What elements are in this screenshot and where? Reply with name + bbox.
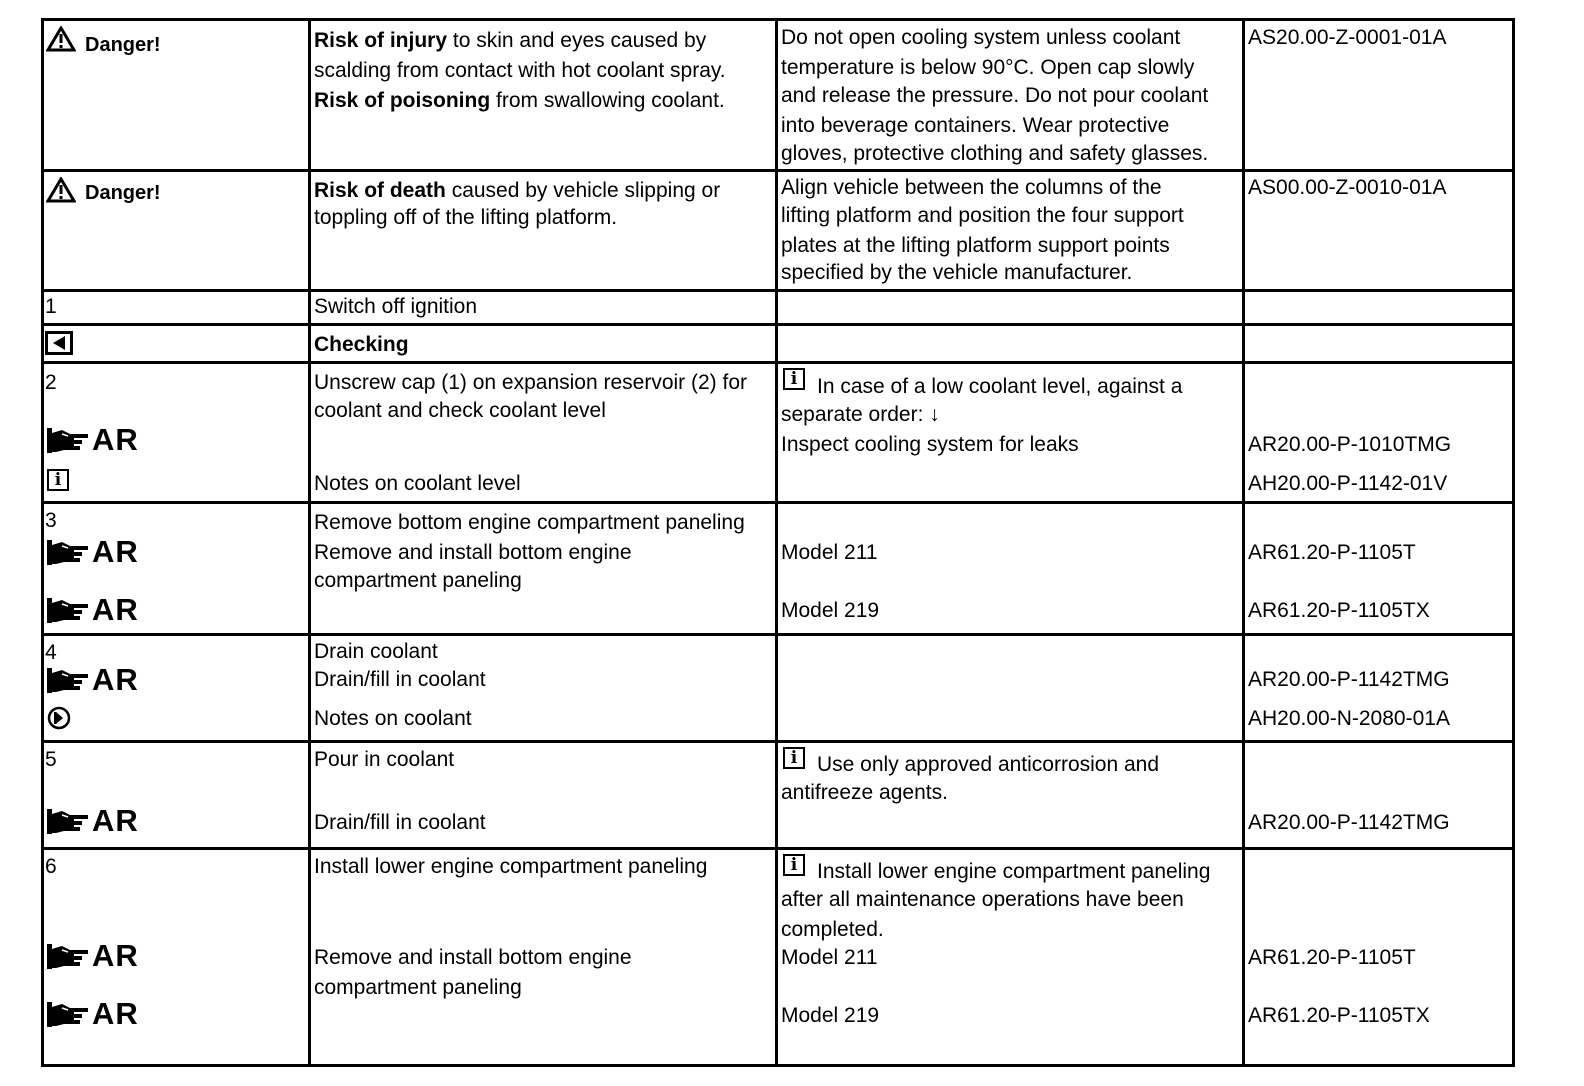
note-line: after all maintenance operations have been — [781, 888, 1184, 911]
measure-line: plates at the lifting platform support points — [781, 234, 1170, 257]
document-code[interactable]: AR20.00-P-1010TMG — [1248, 433, 1452, 456]
note-text: Notes on coolant — [314, 707, 472, 730]
info-icon: i — [783, 747, 805, 769]
measure-line: temperature is below 90°C. Open cap slowly — [781, 56, 1195, 79]
measure-line: lifting platform and position the four support — [781, 204, 1184, 227]
model-label: Model 211 — [781, 541, 878, 564]
warning-triangle-icon — [46, 177, 76, 203]
note-line: Inspect cooling system for leaks — [781, 433, 1079, 456]
table-row-step-3 — [44, 501, 1512, 636]
measure-line: and release the pressure. Do not pour coolant — [781, 84, 1209, 107]
measure-line: Align vehicle between the columns of the — [781, 176, 1162, 199]
ar-label: AR — [92, 662, 139, 697]
table-row-checking — [44, 323, 1512, 364]
document-code[interactable]: AS20.00-Z-0001-01A — [1248, 26, 1447, 49]
document-code[interactable]: AR61.20-P-1105TX — [1248, 599, 1430, 622]
document-code[interactable]: AR20.00-P-1142TMG — [1248, 668, 1450, 691]
ar-reference[interactable] — [46, 940, 139, 971]
ar-label: AR — [92, 592, 139, 627]
sub-step-text: compartment paneling — [314, 976, 522, 999]
hazard-text-line2: toppling off of the lifting platform. — [314, 206, 618, 229]
hazard-bold: Risk of injury — [314, 29, 448, 52]
step-number: 1 — [45, 295, 57, 318]
ar-reference[interactable] — [46, 805, 139, 836]
step-text: Drain coolant — [314, 640, 438, 663]
note-line: completed. — [781, 918, 884, 941]
table-row-danger-lifting — [44, 169, 1512, 292]
ar-reference[interactable] — [46, 998, 139, 1029]
info-icon: i — [783, 368, 805, 390]
checking-symbol-icon — [45, 331, 73, 355]
sub-step-text: Drain/fill in coolant — [314, 668, 486, 691]
ar-label: AR — [92, 534, 139, 569]
note-line: Install lower engine compartment paneling — [817, 860, 1211, 883]
table-row-step-1 — [44, 289, 1512, 326]
step-text: Pour in coolant — [314, 748, 455, 771]
sub-step-text: Drain/fill in coolant — [314, 811, 486, 834]
pointing-hand-icon — [46, 595, 90, 625]
danger-label: Danger! — [85, 182, 161, 204]
hazard-rest: to skin and eyes caused by — [447, 29, 707, 52]
table-row-step-5 — [44, 740, 1512, 850]
document-code[interactable]: AH20.00-P-1142-01V — [1248, 472, 1448, 495]
model-label: Model 211 — [781, 946, 878, 969]
pointing-hand-icon — [46, 537, 90, 567]
ar-label: AR — [92, 422, 139, 457]
step-text: Switch off ignition — [314, 295, 478, 318]
hazard2-rest: from swallowing coolant. — [490, 89, 725, 112]
ar-reference[interactable] — [46, 664, 139, 695]
document-code[interactable]: AR61.20-P-1105T — [1248, 946, 1416, 969]
ar-label: AR — [92, 803, 139, 838]
measure-line: gloves, protective clothing and safety glasses. — [781, 142, 1209, 165]
hazard-rest: caused by vehicle slipping or — [445, 179, 721, 202]
model-label: Model 219 — [781, 599, 880, 622]
step-number: 3 — [45, 509, 57, 532]
measure-line: Do not open cooling system unless coolant — [781, 26, 1181, 49]
hazard-text — [314, 30, 706, 51]
note-line: separate order: ↓ — [781, 403, 940, 426]
hazard-text-line2: scalding from contact with hot coolant spray. — [314, 59, 726, 82]
table-row-step-6 — [44, 847, 1512, 1070]
document-code[interactable]: AR61.20-P-1105T — [1248, 541, 1416, 564]
info-icon: i — [47, 469, 69, 491]
ar-label: AR — [92, 938, 139, 973]
note-line: Use only approved anticorrosion and — [817, 753, 1160, 776]
document-code[interactable]: AH20.00-N-2080-01A — [1248, 707, 1450, 730]
step-number: 5 — [45, 748, 57, 771]
step-number: 2 — [45, 371, 57, 394]
step-text: coolant and check coolant level — [314, 399, 606, 422]
sub-step-text: Remove and install bottom engine — [314, 946, 632, 969]
step-text: Install lower engine compartment paneling — [314, 855, 708, 878]
work-instructions-table — [41, 18, 1515, 1067]
ar-label: AR — [92, 996, 139, 1031]
ar-reference[interactable] — [46, 594, 139, 625]
pointing-hand-icon — [46, 806, 90, 836]
measure-line: into beverage containers. Wear protective — [781, 114, 1170, 137]
document-code[interactable]: AS00.00-Z-0010-01A — [1248, 176, 1447, 199]
document-code[interactable]: AR20.00-P-1142TMG — [1248, 811, 1450, 834]
hazard2-bold: Risk of poisoning — [314, 89, 491, 112]
pointing-hand-icon — [46, 999, 90, 1029]
info-icon: i — [783, 854, 805, 876]
step-text: Remove bottom engine compartment paneling — [314, 511, 745, 534]
ar-reference[interactable] — [46, 424, 139, 455]
hazard-text-2 — [314, 90, 725, 111]
pointing-hand-icon — [46, 425, 90, 455]
section-heading: Checking — [314, 333, 409, 356]
sub-step-text: compartment paneling — [314, 569, 522, 592]
step-text: Unscrew cap (1) on expansion reservoir (2) for — [314, 371, 748, 394]
pointing-hand-icon — [46, 941, 90, 971]
pointing-hand-icon — [46, 665, 90, 695]
note-line: In case of a low coolant level, against a — [817, 375, 1183, 398]
note-line: antifreeze agents. — [781, 781, 948, 804]
hazard-bold: Risk of death — [314, 179, 446, 202]
step-number: 6 — [45, 855, 57, 878]
model-label: Model 219 — [781, 1004, 880, 1027]
step-number: 4 — [45, 641, 57, 664]
table-row-danger-coolant — [44, 21, 1512, 169]
table-row-step-2 — [44, 361, 1512, 504]
warning-triangle-icon — [46, 26, 76, 52]
hazard-text — [314, 180, 720, 201]
sub-step-text: Remove and install bottom engine — [314, 541, 632, 564]
danger-label: Danger! — [85, 34, 161, 56]
ar-reference[interactable] — [46, 536, 139, 567]
document-code[interactable]: AR61.20-P-1105TX — [1248, 1004, 1430, 1027]
environment-note-icon — [47, 706, 71, 730]
table-row-step-4 — [44, 633, 1512, 743]
measure-line: specified by the vehicle manufacturer. — [781, 261, 1133, 284]
note-text: Notes on coolant level — [314, 472, 521, 495]
